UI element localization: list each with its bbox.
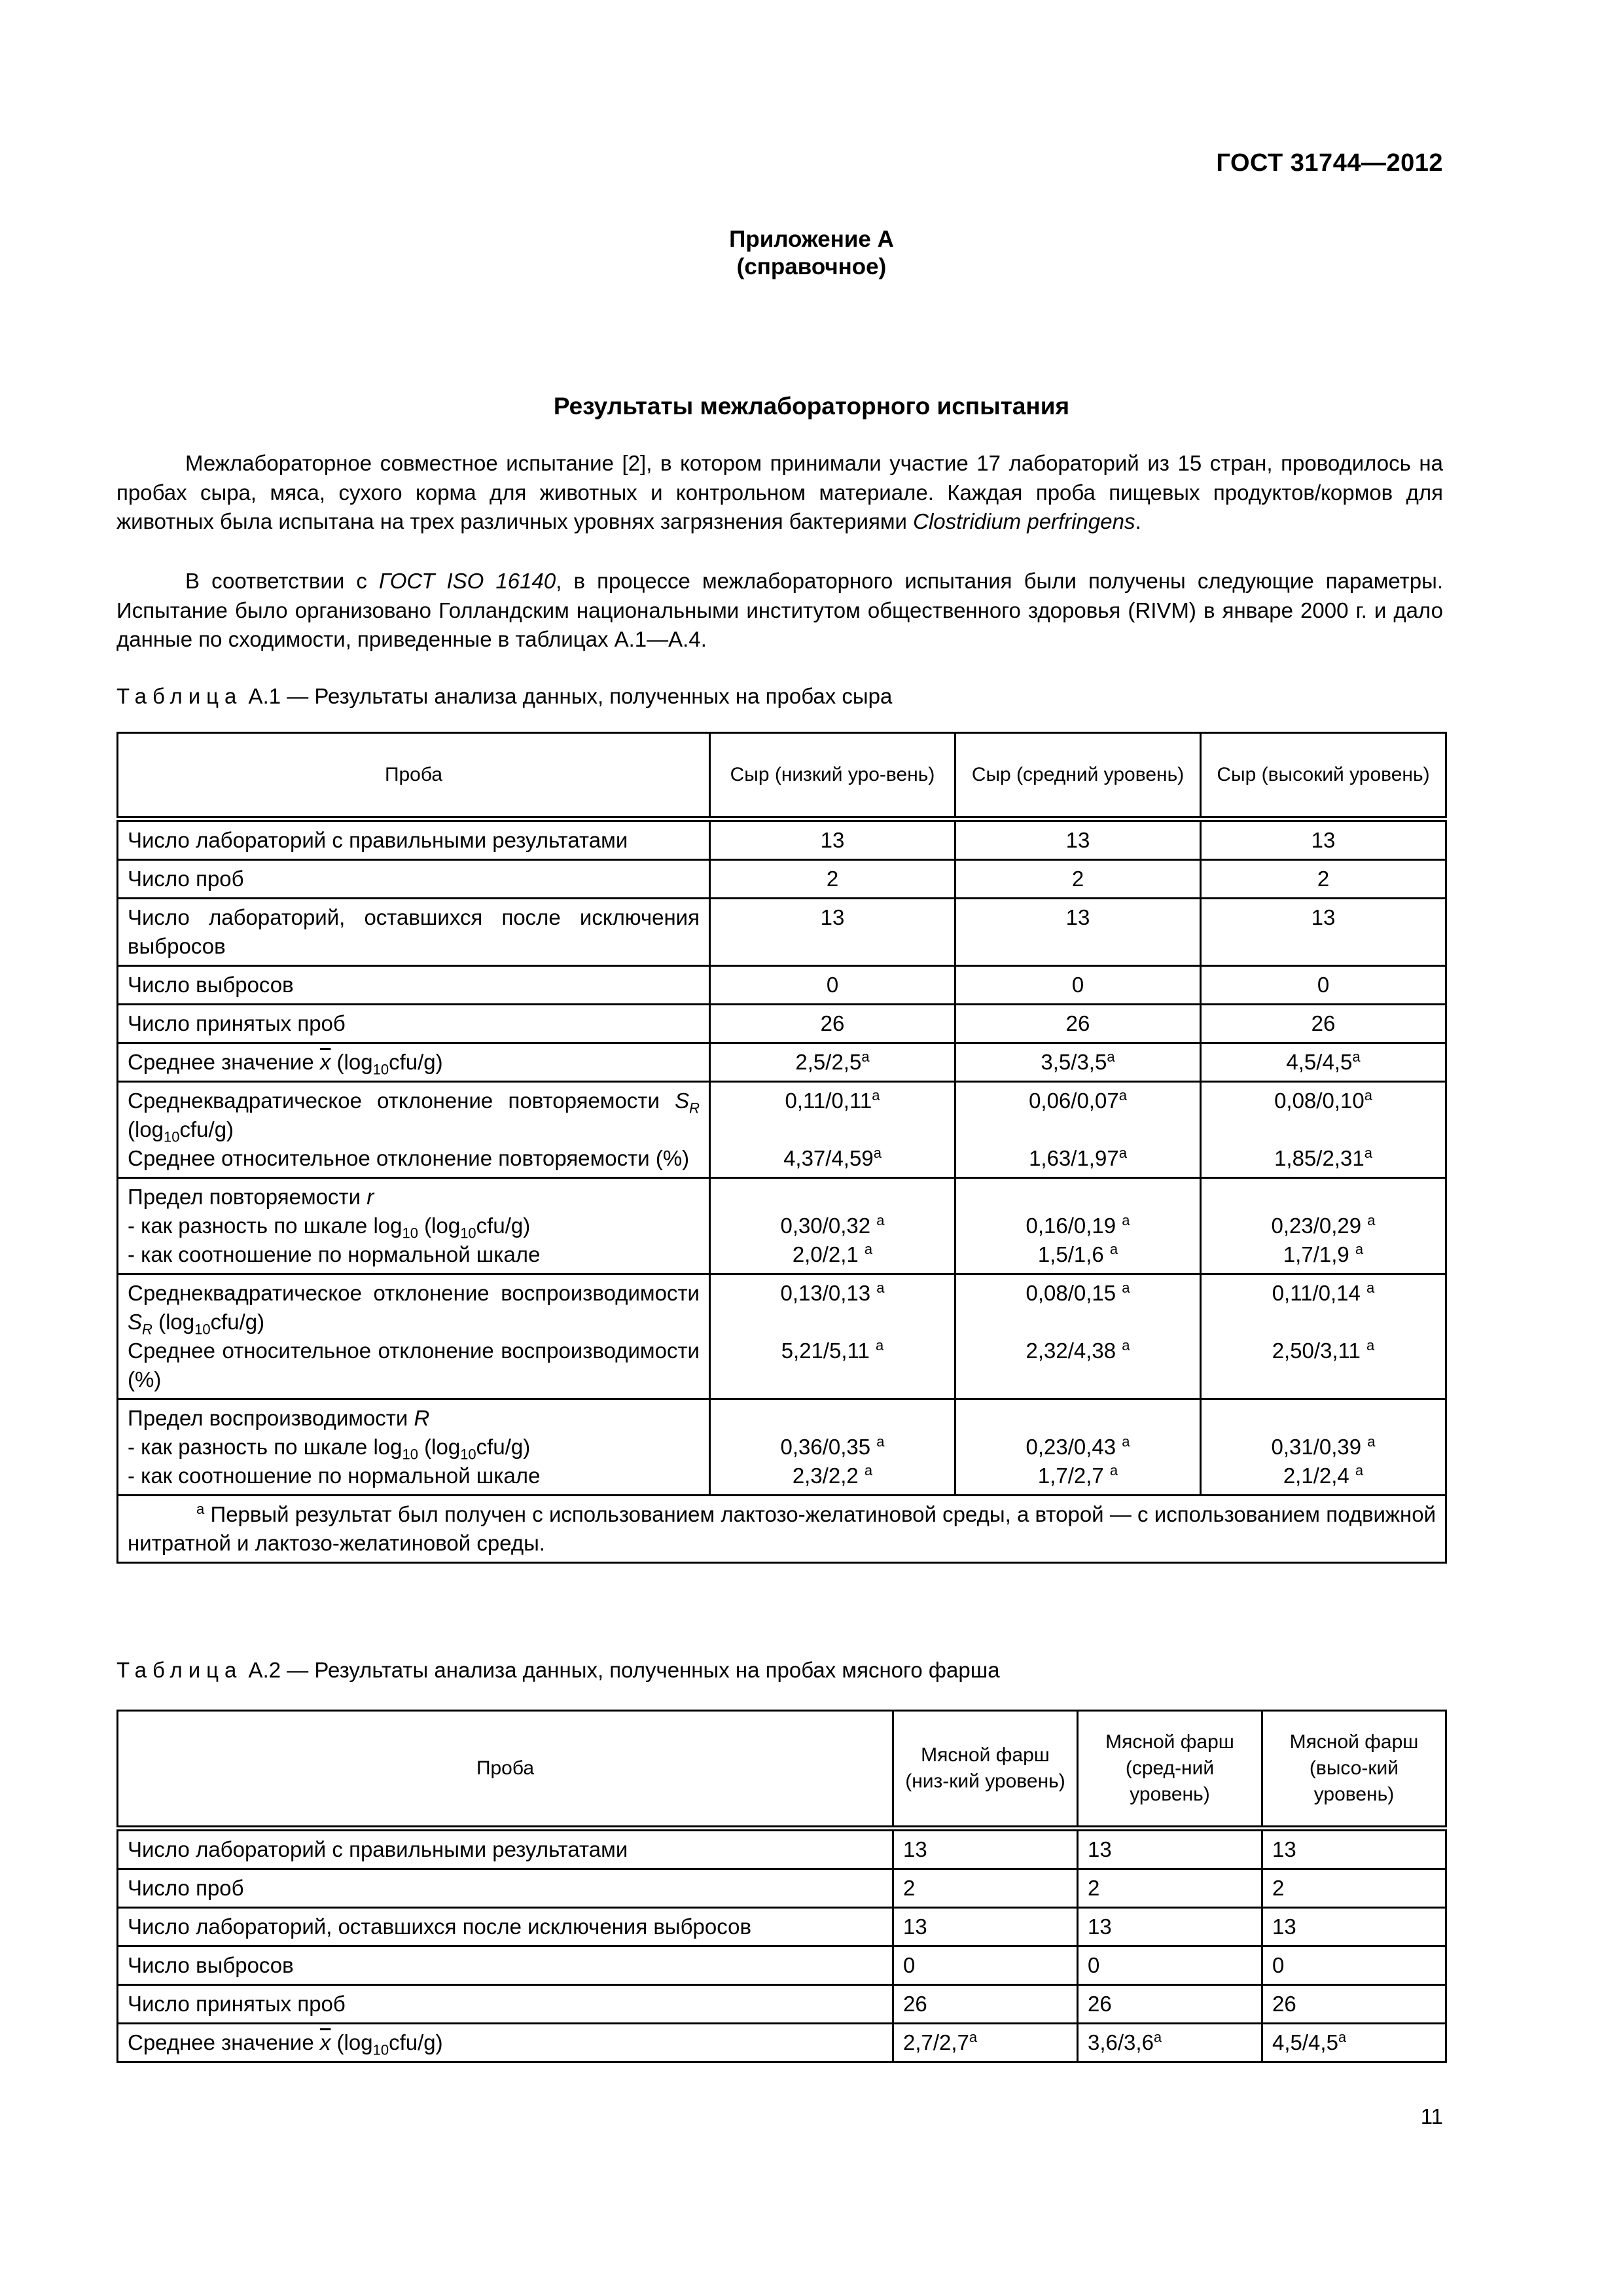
footnote-mark: a xyxy=(1366,1337,1375,1354)
footnote-text: Первый результат был получен с использованием лактозо-желатиновой среды, а второй — с использованием подвижной нитратной и лактозо-желатиновой среды. xyxy=(128,1502,1436,1555)
table1-caption xyxy=(116,683,892,709)
value-text: 2,1/2,4 xyxy=(1283,1463,1349,1488)
table-footnote xyxy=(118,1496,1446,1563)
label-text: (log xyxy=(418,1435,461,1459)
cell-value xyxy=(1078,2024,1262,2062)
symbol: R xyxy=(414,1406,430,1430)
table-row xyxy=(118,1985,1446,2024)
paragraph-2-start: В соответствии с xyxy=(185,569,379,593)
header-cell: Мясной фарш (сред-ний уровень) xyxy=(1078,1711,1262,1829)
row-label xyxy=(118,1043,710,1082)
cell-value xyxy=(1201,1043,1446,1082)
cell-value xyxy=(955,1274,1201,1399)
row-label xyxy=(118,1399,710,1496)
table-header-row xyxy=(118,1711,1446,1829)
unit-text: cfu/g) xyxy=(389,1050,443,1074)
value-text: 1,7/1,9 xyxy=(1283,1242,1349,1266)
value-text: 0,08/0,10 xyxy=(1274,1088,1364,1113)
footnote-mark: a xyxy=(1122,1433,1130,1450)
cell-value: 13 xyxy=(1201,899,1446,966)
value-text: 1,63/1,97 xyxy=(1029,1146,1119,1170)
footnote-mark: a xyxy=(1118,1145,1127,1161)
label-text: - как разность по шкале log xyxy=(128,1213,402,1238)
table1-caption-text: А.1 — Результаты анализа данных, полученных на пробах сыра xyxy=(242,684,893,708)
table-a2 xyxy=(116,1710,1447,2063)
footnote-mark: a xyxy=(1118,1087,1127,1103)
cell-value xyxy=(955,1082,1201,1178)
footnote-mark: a xyxy=(876,1337,884,1354)
table-row xyxy=(118,860,1446,899)
value-text: 2,32/4,38 xyxy=(1026,1338,1116,1363)
cell-value xyxy=(955,1178,1201,1274)
footnote-mark: a xyxy=(1367,1433,1376,1450)
table-row xyxy=(118,819,1446,860)
symbol: S xyxy=(128,1310,143,1334)
table-row xyxy=(118,1829,1446,1869)
footnote-mark: a xyxy=(876,1212,885,1229)
unit-text: cfu/g) xyxy=(476,1213,531,1238)
footnote-mark: a xyxy=(873,1145,882,1161)
value-text: 0,11/0,11 xyxy=(785,1088,872,1113)
paragraph-1-end: . xyxy=(1135,509,1141,533)
subscript: R xyxy=(142,1321,152,1338)
paragraph-2-text: , в процессе межлабораторного испытания были получены следующие параметры. Испытание было организовано Голландским национальными институтом общественного здоровья (RIVM) в январе 2000 г. и дало данные по сходимости, приведенные в таблицах А.1—А.4. xyxy=(116,569,1444,651)
footnote-mark: a xyxy=(1352,1049,1361,1065)
value-text: 2,7/2,7 xyxy=(903,2030,969,2054)
table-row xyxy=(118,1869,1446,1908)
row-label: Число лабораторий с правильными результатами xyxy=(118,819,710,860)
table-row xyxy=(118,1399,1446,1496)
value-text: 0,16/0,19 xyxy=(1026,1213,1116,1238)
table-row xyxy=(118,899,1446,966)
row-label xyxy=(118,1274,710,1399)
value-text: 3,6/3,6 xyxy=(1088,2030,1154,2054)
subscript: 10 xyxy=(402,1225,418,1242)
value-text: 1,5/1,6 xyxy=(1037,1242,1104,1266)
label-text: Предел повторяемости xyxy=(128,1185,367,1209)
cell-value: 13 xyxy=(1201,819,1446,860)
header-cell: Мясной фарш (высо-кий уровень) xyxy=(1262,1711,1446,1829)
cell-value xyxy=(710,1178,955,1274)
footnote-mark: a xyxy=(876,1433,885,1450)
cell-value: 0 xyxy=(1201,966,1446,1005)
footnote-mark: a xyxy=(1367,1212,1376,1229)
value-text: 0,13/0,13 xyxy=(780,1281,871,1305)
label-line xyxy=(128,1279,700,1336)
label-text: (log xyxy=(152,1310,195,1334)
cell-value: 26 xyxy=(955,1005,1201,1043)
cell-value: 0 xyxy=(710,966,955,1005)
label-text: (log xyxy=(128,1117,164,1141)
table-row xyxy=(118,1908,1446,1946)
paragraph-2-standard: ГОСТ ISO 16140 xyxy=(378,569,556,593)
value-text: 0,31/0,39 xyxy=(1271,1435,1362,1459)
cell-value: 2 xyxy=(955,860,1201,899)
footnote-mark: a xyxy=(1122,1280,1130,1296)
cell-value xyxy=(1201,1274,1446,1399)
footnote-mark: a xyxy=(1122,1212,1130,1229)
header-cell: Мясной фарш (низ-кий уровень) xyxy=(893,1711,1078,1829)
row-label: Число проб xyxy=(118,860,710,899)
header-cell: Сыр (средний уровень) xyxy=(955,733,1201,819)
cell-value: 26 xyxy=(1201,1005,1446,1043)
footnote-mark: a xyxy=(1364,1145,1372,1161)
cell-value: 13 xyxy=(955,899,1201,966)
cell-value xyxy=(1262,2024,1446,2062)
paragraph-1 xyxy=(116,449,1443,537)
label-line xyxy=(128,1183,700,1211)
standard-code: ГОСТ 31744—2012 xyxy=(1216,149,1443,177)
cell-value: 13 xyxy=(710,899,955,966)
cell-value: 13 xyxy=(1262,1908,1446,1946)
cell-value xyxy=(1201,1178,1446,1274)
subscript: 10 xyxy=(402,1446,418,1463)
label-line xyxy=(128,1404,700,1433)
label-line: - как соотношение по нормальной шкале xyxy=(128,1463,541,1488)
label-line xyxy=(128,1433,700,1462)
footnote-mark: a xyxy=(1109,1462,1118,1479)
footnote-mark: a xyxy=(1122,1337,1130,1354)
header-cell: Проба xyxy=(118,733,710,819)
row-label xyxy=(118,2024,893,2062)
paragraph-1-text: Межлабораторное совместное испытание [2], в котором принимали участие 17 лабораторий из 15 стран, проводилось на пробах сыра, мяса, сухого корма для животных и контрольном материале. Каждая проба пищевых продуктов/кормов для животных была испытана на трех различных уровнях загрязнения бактериями xyxy=(116,451,1443,533)
section-title: Результаты межлабораторного испытания xyxy=(553,393,1070,420)
cell-value: 2 xyxy=(710,860,955,899)
value-text: 2,3/2,2 xyxy=(792,1463,859,1488)
mean-symbol: $\overline{x}$ xyxy=(319,1050,331,1074)
cell-value: 13 xyxy=(893,1829,1078,1869)
label-line: Среднее относительное отклонение повторяемости (%) xyxy=(128,1146,690,1170)
value-text: 0,06/0,07 xyxy=(1029,1088,1119,1113)
mean-symbol: $\overline{x}$ xyxy=(319,2030,331,2054)
unit-text: cfu/g) xyxy=(389,2030,443,2054)
cell-value: 26 xyxy=(1262,1985,1446,2024)
table2-caption-word: Таблица xyxy=(116,1658,243,1682)
row-label: Число выбросов xyxy=(118,1946,893,1985)
subscript: R xyxy=(689,1100,700,1117)
footnote-mark: a xyxy=(1364,1087,1372,1103)
label-text: Предел воспроизводимости xyxy=(128,1406,414,1430)
row-label: Число принятых проб xyxy=(118,1985,893,2024)
footnote-mark: a xyxy=(1355,1462,1364,1479)
cell-value xyxy=(710,1082,955,1178)
table-a1 xyxy=(116,732,1447,1564)
value-text: 0,11/0,14 xyxy=(1272,1281,1361,1305)
cell-value xyxy=(955,1399,1201,1496)
paragraph-2 xyxy=(116,567,1443,655)
cell-value: 0 xyxy=(1262,1946,1446,1985)
appendix-subtitle: (справочное) xyxy=(736,254,887,279)
cell-value xyxy=(955,1043,1201,1082)
subscript: 10 xyxy=(164,1128,180,1145)
cell-value xyxy=(1201,1399,1446,1496)
footnote-mark: a xyxy=(969,2029,978,2045)
paragraph-1-species: Clostridium perfringens xyxy=(913,509,1135,533)
table1-caption-word: Таблица xyxy=(116,684,243,708)
value-text: 0,30/0,32 xyxy=(780,1213,871,1238)
cell-value: 26 xyxy=(893,1985,1078,2024)
header-cell: Сыр (высокий уровень) xyxy=(1201,733,1446,819)
symbol: r xyxy=(366,1185,374,1209)
table-row xyxy=(118,1082,1446,1178)
value-text: 2,5/2,5 xyxy=(795,1050,862,1074)
value-text: 0,23/0,43 xyxy=(1026,1435,1116,1459)
cell-value: 13 xyxy=(1078,1829,1262,1869)
footnote-mark: a xyxy=(1366,1280,1375,1296)
label-text: (log xyxy=(330,1050,373,1074)
label-text: Среднеквадратическое отклонение повторяемости xyxy=(128,1088,675,1113)
value-text: 3,5/3,5 xyxy=(1041,1050,1107,1074)
footnote-mark: a xyxy=(864,1241,873,1257)
cell-value: 13 xyxy=(893,1908,1078,1946)
cell-value: 13 xyxy=(710,819,955,860)
unit-text: cfu/g) xyxy=(210,1310,265,1334)
label-line xyxy=(128,1211,700,1240)
row-label: Число лабораторий, оставшихся после исключения выбросов xyxy=(118,1908,893,1946)
header-cell: Сыр (низкий уро-вень) xyxy=(710,733,955,819)
row-label: Число принятых проб xyxy=(118,1005,710,1043)
row-label: Число лабораторий, оставшихся после исключения выбросов xyxy=(118,899,710,966)
table-row xyxy=(118,966,1446,1005)
footnote-mark: a xyxy=(1355,1241,1364,1257)
row-label: Число выбросов xyxy=(118,966,710,1005)
footnote-mark: a xyxy=(864,1462,873,1479)
footnote-mark: a xyxy=(1153,2029,1162,2045)
footnote-mark: a xyxy=(861,1049,870,1065)
table-header-row xyxy=(118,733,1446,819)
subscript: 10 xyxy=(460,1225,476,1242)
label-text: Среднее значение xyxy=(128,2030,320,2054)
page-number: 11 xyxy=(1420,2104,1443,2128)
cell-value xyxy=(893,2024,1078,2062)
header-cell: Проба xyxy=(118,1711,893,1829)
table2-caption xyxy=(116,1657,1000,1683)
cell-value: 0 xyxy=(893,1946,1078,1985)
cell-value: 2 xyxy=(893,1869,1078,1908)
footnote-mark: a xyxy=(1107,1049,1115,1065)
table-footnote-row xyxy=(118,1496,1446,1563)
table-row xyxy=(118,1178,1446,1274)
row-label xyxy=(118,1082,710,1178)
table-row xyxy=(118,1043,1446,1082)
appendix-heading xyxy=(0,226,1623,281)
value-text: 0,23/0,29 xyxy=(1271,1213,1362,1238)
table-row xyxy=(118,1274,1446,1399)
label-line: - как соотношение по нормальной шкале xyxy=(128,1242,541,1266)
row-label: Число проб xyxy=(118,1869,893,1908)
cell-value: 13 xyxy=(955,819,1201,860)
value-text: 0,08/0,15 xyxy=(1026,1281,1116,1305)
table-row xyxy=(118,2024,1446,2062)
cell-value: 2 xyxy=(1262,1869,1446,1908)
cell-value xyxy=(710,1274,955,1399)
cell-value: 26 xyxy=(710,1005,955,1043)
appendix-title: Приложение А xyxy=(729,226,894,252)
subscript: 10 xyxy=(194,1321,211,1338)
value-text: 2,0/2,1 xyxy=(792,1242,859,1266)
unit-text: cfu/g) xyxy=(179,1117,234,1141)
value-text: 5,21/5,11 xyxy=(781,1338,870,1363)
value-text: 1,7/2,7 xyxy=(1037,1463,1104,1488)
label-text: Среднеквадратическое отклонение воспроизводимости xyxy=(128,1281,700,1305)
footnote-mark: a xyxy=(196,1501,205,1517)
cell-value: 2 xyxy=(1078,1869,1262,1908)
table-row xyxy=(118,1946,1446,1985)
subscript: 10 xyxy=(460,1446,476,1463)
cell-value: 2 xyxy=(1201,860,1446,899)
footnote-mark: a xyxy=(876,1280,885,1296)
cell-value xyxy=(710,1043,955,1082)
cell-value: 0 xyxy=(1078,1946,1262,1985)
label-line: Среднее относительное отклонение воспроизводимости (%) xyxy=(128,1338,700,1391)
cell-value: 26 xyxy=(1078,1985,1262,2024)
value-text: 4,37/4,59 xyxy=(783,1146,874,1170)
value-text: 1,85/2,31 xyxy=(1274,1146,1364,1170)
value-text: 4,5/4,5 xyxy=(1286,1050,1353,1074)
cell-value: 13 xyxy=(1262,1829,1446,1869)
label-text: (log xyxy=(418,1213,461,1238)
row-label xyxy=(118,1178,710,1274)
value-text: 4,5/4,5 xyxy=(1272,2030,1338,2054)
footnote-mark: a xyxy=(872,1087,880,1103)
label-line xyxy=(128,1086,700,1144)
label-text: (log xyxy=(330,2030,373,2054)
subscript: 10 xyxy=(372,1061,389,1078)
table-row xyxy=(118,1005,1446,1043)
footnote-mark: a xyxy=(1109,1241,1118,1257)
cell-value xyxy=(1201,1082,1446,1178)
row-label: Число лабораторий с правильными результатами xyxy=(118,1829,893,1869)
subscript: 10 xyxy=(372,2041,389,2058)
table2-caption-text: А.2 — Результаты анализа данных, полученных на пробах мясного фарша xyxy=(242,1658,1000,1682)
unit-text: cfu/g) xyxy=(476,1435,531,1459)
value-text: 0,36/0,35 xyxy=(780,1435,871,1459)
label-text: Среднее значение xyxy=(128,1050,320,1074)
label-text: - как разность по шкале log xyxy=(128,1435,402,1459)
cell-value: 0 xyxy=(955,966,1201,1005)
footnote-mark: a xyxy=(1338,2029,1347,2045)
value-text: 2,50/3,11 xyxy=(1272,1338,1361,1363)
cell-value xyxy=(710,1399,955,1496)
symbol: S xyxy=(675,1088,690,1113)
cell-value: 13 xyxy=(1078,1908,1262,1946)
